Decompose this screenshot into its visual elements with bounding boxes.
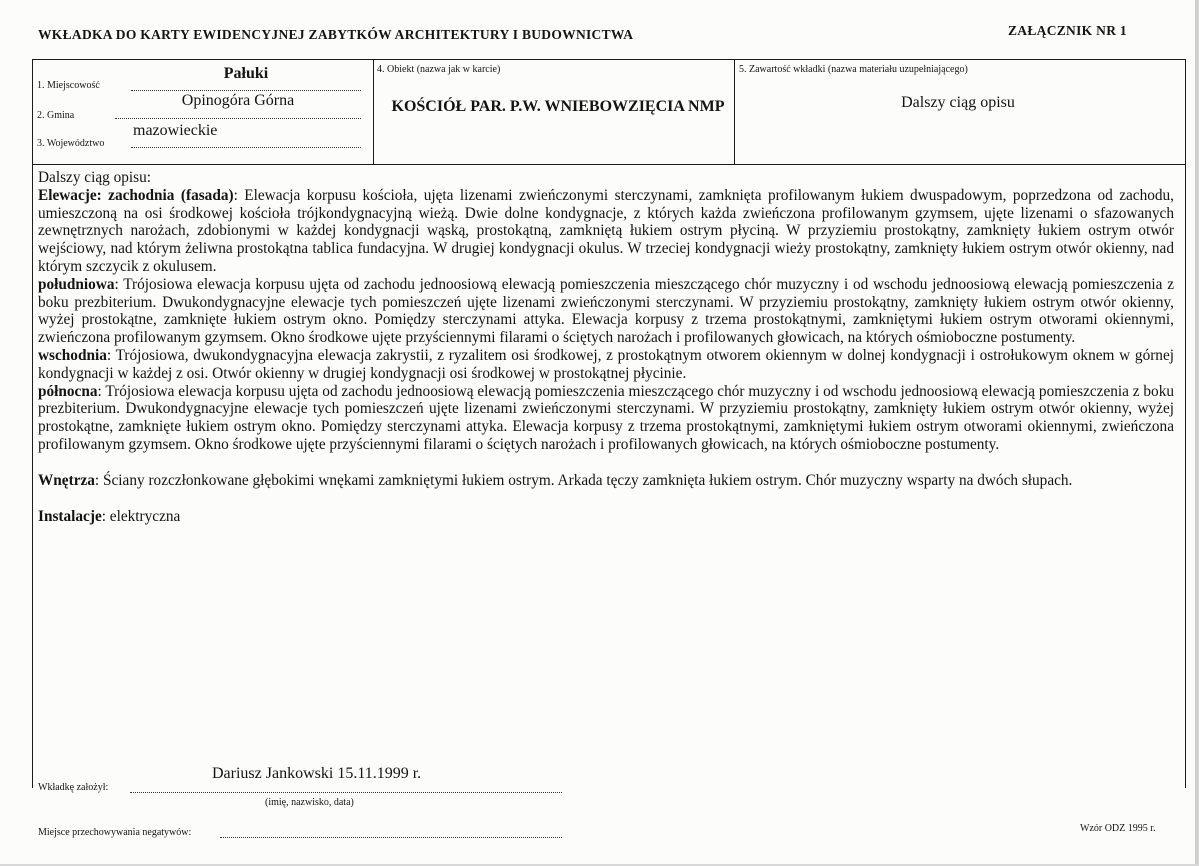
commune-line [115, 118, 361, 119]
voivodeship-line [131, 147, 361, 148]
interior-heading: Wnętrza [38, 471, 95, 489]
south-elevation-heading: południowa [38, 275, 115, 293]
installations-text: : elektryczna [101, 507, 181, 525]
commune-value: Opinogóra Górna [181, 92, 295, 109]
column-divider [373, 60, 374, 164]
header-fields-box [32, 59, 1186, 165]
form-title: WKŁADKA DO KARTY EWIDENCYJNEJ ZABYTKÓW ARCHITEKTURY I BUDOWNICTWA [38, 27, 634, 42]
south-elevation-text: : Trójosiowa elewacja korpusu ujęta od zachodu jednoosiową elewacją pomieszczenia mieszczącego chór muzyczny i od wschodu jednoosiową elewacją pomieszczenia z boku prezbiterium. Dwukondygnacyjne elewacje tych pomieszczeń ujęte lizenami zwieńczonymi sterczynami. W przyziemiu prostokątny, zamknięty łukiem ostrym otwór okienny, wyżej prostokątne, zamknięte łukiem ostrym okno. Pomiędzy sterczynami attyka. Elewacja korpusy z trzema prostokątnymi, zamkniętymi łukiem ostrym otworami okiennymi, zwieńczona profilowanym gzymsem. Okno środkowe ujęte przyściennymi filarami o ściętych narożach i profilowanych głowicach, na których ośmioboczne postumenty. [38, 275, 1174, 347]
created-by-caption: (imię, nazwisko, data) [265, 797, 354, 808]
interior-text: : Ściany rozczłonkowane głębokimi wnękami zamkniętymi łukiem ostrym. Arkada tęczy zamknięta łukiem ostrym. Chór muzyczny wsparty na dwóch słupach. [94, 471, 1073, 489]
north-elevation-heading: północna [38, 382, 98, 400]
west-elevation-heading: zachodnia (fasada) [108, 186, 234, 204]
negatives-line [220, 837, 562, 838]
voivodeship-value: mazowieckie [133, 122, 218, 139]
east-elevation-paragraph [38, 347, 1174, 383]
description-text [38, 169, 1174, 525]
created-by-line [130, 792, 562, 793]
west-elevation-paragraph: Elewacje: zachodnia (fasada): Elewacja korpusu kościoła, ujęta lizenami zwieńczonymi sterczynami, zamknięta profilowanym łukiem dwuspadowym, poprzedzona od zachodu, umieszczoną na osi środkowej kościoła trójkondygnacyjną wieżą. Dwie dolne kondygnacje, z których każda zwieńczona profilowanym gzymsem, ujęte lizenami o sfazowanych zewnętrznych narożach, zdobionymi w każdej kondygnacji wąską, prostokątną, zamkniętą łukiem ostrym płyciną. W przyziemiu prostokątny, zamknięty łukiem ostrym otwór wejściowy, nad którym żeliwna prostokątna tablica fundacyjna. W drugiej kondygnacji okulus. W trzeciej kondygnacji wieży prostokątny, zamknięty łukiem ostrym otwór okienny, nad którym szczycik z okulusem. [38, 186, 1175, 275]
east-elevation-heading: wschodnia [38, 346, 107, 364]
created-by-value: Dariusz Jankowski 15.11.1999 r. [212, 765, 422, 782]
intro-line: Dalszy ciąg opisu: [38, 169, 152, 186]
north-elevation-text: : Trójosiowa elewacja korpusu ujęta od zachodu jednoosiową elewacją pomieszczenia mieszczącego chór muzyczny i od wschodu jednoosiową elewacją pomieszczenia z boku prezbiterium. Dwukondygnacyjne elewacje tych pomieszczeń ujęte lizenami zwieńczonymi sterczynami. W przyziemiu prostokątny, zamknięty łukiem ostrym otwór okienny, wyżej prostokątne, zamknięte łukiem ostrym okno. Pomiędzy sterczynami attyka. Elewacja korpusy z trzema prostokątnymi, zamkniętymi łukiem ostrym otworami okiennymi, zwieńczona profilowanym gzymsem. Okno środkowe ujęte przyściennymi filarami o ściętych narożach i profilowanych głowicach, na których ośmioboczne postumenty. [38, 382, 1174, 453]
commune-label: 2. Gmina [37, 110, 75, 121]
object-label: 4. Obiekt (nazwa jak w karcie) [377, 64, 501, 75]
west-elevation-text: : Elewacja korpusu kościoła, ujęta lizenami zwieńczonymi sterczynami, zamknięta profilowanym łukiem dwuspadowym, poprzedzona od zachodu, umieszczoną na osi środkowej kościoła trójkondygnacyjną wieżą. Dwie dolne kondygnacje, z których każda zwieńczona profilowanym gzymsem, ujęte lizenami o sfazowanych zewnętrznych narożach, zdobionymi w każdej kondygnacji wąską, prostokątną, zamkniętą łukiem ostrym płyciną. W przyziemiu prostokątny, zamknięty łukiem ostrym otwór wejściowy, nad którym żeliwna prostokątna tablica fundacyjna. W drugiej kondygnacji okulus. W trzeciej kondygnacji wieży prostokątny, zamknięty łukiem ostrym otwór okienny, nad którym szczycik z okulusem. [38, 186, 1175, 275]
north-elevation-paragraph [38, 383, 1174, 454]
locality-line [131, 90, 361, 91]
voivodeship-label: 3. Województwo [37, 138, 105, 149]
interior-paragraph [38, 472, 1138, 490]
object-name: KOŚCIÓŁ PAR. P.W. WNIEBOWZIĘCIA NMP [391, 98, 725, 115]
locality-value: Pałuki [223, 65, 269, 82]
locality-label: 1. Miejscowość [37, 80, 100, 91]
negatives-label: Miejsce przechowywania negatywów: [38, 827, 192, 838]
form-code: Wzór ODZ 1995 r. [1080, 823, 1156, 834]
installations-paragraph [38, 508, 1174, 526]
content-value: Dalszy ciąg opisu [901, 94, 1015, 111]
annex-number: ZAŁĄCZNIK NR 1 [1008, 23, 1127, 38]
created-by-label: Wkładkę założył: [38, 782, 109, 793]
south-elevation-paragraph [38, 276, 1174, 347]
elevations-heading: Elewacje [38, 186, 97, 204]
east-elevation-text: : Trójosiowa, dwukondygnacyjna elewacja zakrystii, z ryzalitem osi środkowej, z prostokątnym otworem okiennym w dolnej kondygnacji i ostrołukowym oknem w górnej kondygnacji w każdej z osi. Otwór okienny w drugiej kondygnacji osi środkowej w prostokątnej płycinie. [38, 346, 1174, 382]
content-label: 5. Zawartość wkładki (nazwa materiału uzupełniającego) [739, 64, 968, 75]
installations-heading: Instalacje [38, 507, 102, 525]
